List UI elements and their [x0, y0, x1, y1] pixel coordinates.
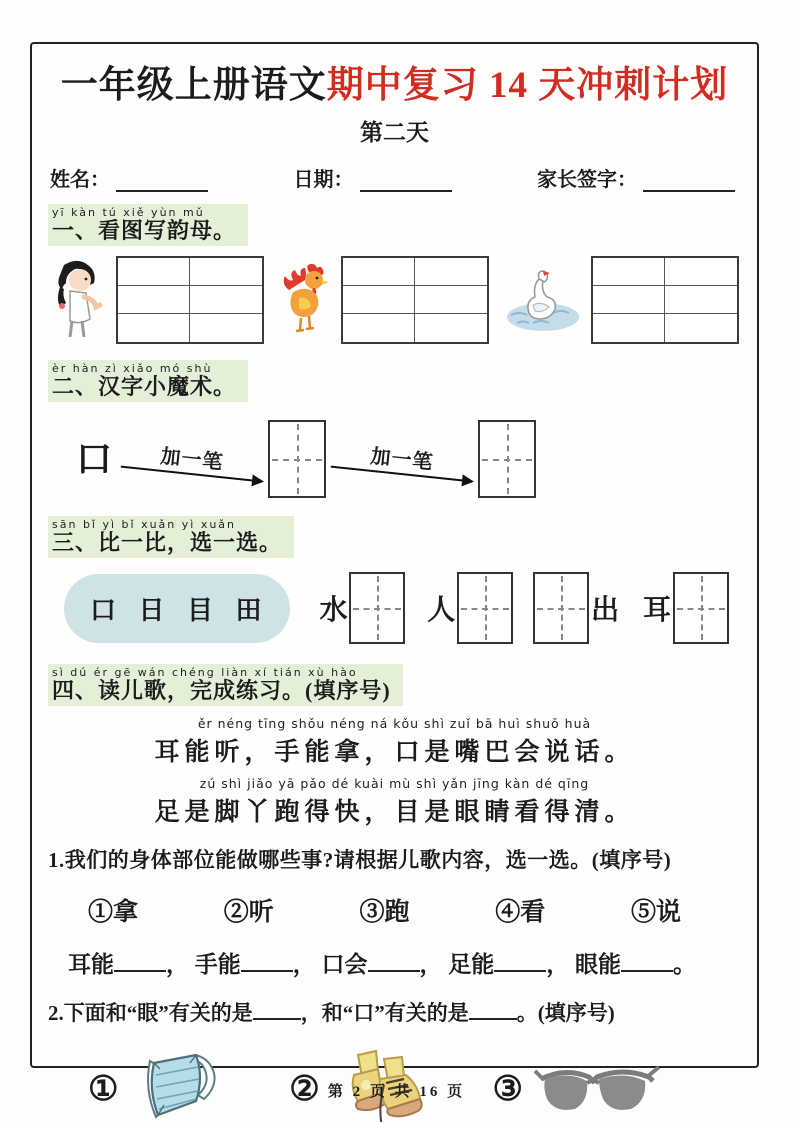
title-black-part: 一年级上册语文 — [60, 65, 327, 106]
poem-line-2-pinyin: zú shì jiǎo yā pǎo dé kuài mù shì yǎn jīng kàn dé qīng — [199, 776, 590, 791]
section-4-heading — [48, 664, 403, 706]
fill-label-eye: 眼能 — [575, 952, 621, 977]
fill-blank-ear[interactable] — [114, 956, 166, 972]
answer-box-chu[interactable] — [533, 572, 589, 644]
answer-box-1[interactable] — [268, 420, 326, 498]
fill-separator: ， — [292, 952, 316, 977]
fill-label-foot: 足能 — [448, 952, 495, 977]
answer-box-er[interactable] — [673, 572, 729, 644]
vowel-item-swan — [503, 256, 739, 344]
poem-line-2-text: 足是脚丫跑得快，目是眼睛看得清。 — [154, 799, 635, 826]
compare-char: 水 — [319, 595, 348, 626]
question-1-options — [88, 892, 681, 928]
fill-blank-eye[interactable] — [621, 956, 673, 972]
page-footer: 第 2 页 共 16 页 — [327, 1084, 466, 1100]
pinyin-grid-3[interactable] — [591, 256, 739, 344]
fill-blank-mouth[interactable] — [368, 956, 420, 972]
section-1-content — [50, 256, 739, 344]
question-2-part1: 2.下面和“眼”有关的是 — [48, 1001, 253, 1025]
fill-blank-hand[interactable] — [241, 956, 293, 972]
poem-line-1 — [48, 716, 741, 768]
pinyin-grid-2[interactable] — [341, 256, 489, 344]
answer-box-2[interactable] — [478, 420, 536, 498]
section-2-content — [76, 420, 741, 498]
section-4-pinyin: sì dú ér gē wán chéng liàn xí tián xù hào — [52, 666, 358, 679]
section-2-title: 二、汉字小魔术。 — [52, 374, 237, 399]
name-field — [50, 163, 208, 192]
answer-box-ren[interactable] — [457, 572, 513, 644]
question-1-text: 1.我们的身体部位能做哪些事?请根据儿歌内容，选一选。(填序号) — [48, 848, 672, 872]
option-2[interactable]: ②听 — [223, 899, 274, 926]
vowel-item-girl — [50, 256, 264, 344]
section-3-title: 三、比一比，选一选。 — [52, 530, 283, 555]
vowel-item-rooster — [279, 256, 489, 344]
fill-label-hand: 手能 — [194, 952, 241, 977]
name-label: 姓名： — [50, 169, 110, 191]
choice-number-1: ① — [88, 1071, 119, 1108]
date-label: 日期： — [293, 169, 354, 191]
info-row — [50, 163, 735, 192]
poem-line-1-text: 耳能听，手能拿，口是嘴巴会说话。 — [154, 739, 635, 766]
girl-icon — [50, 259, 108, 341]
section-3-pinyin: sān bǐ yì bǐ xuǎn yì xuǎn — [52, 518, 237, 531]
fill-label-ear: 耳能 — [68, 952, 114, 977]
question-2-blank-2[interactable] — [469, 1006, 517, 1020]
compare-item-shui — [317, 572, 405, 644]
question-2-part2: ，和“口”有关的是 — [300, 1001, 469, 1025]
fill-label-mouth: 口会 — [321, 952, 368, 977]
compare-items — [308, 572, 739, 644]
compare-item-chu — [533, 572, 621, 644]
swan-icon — [503, 265, 583, 335]
fill-blank-foot[interactable] — [494, 956, 546, 972]
date-blank[interactable] — [360, 170, 452, 192]
date-field — [294, 163, 452, 192]
rooster-icon — [279, 262, 333, 338]
add-stroke-arrow-2 — [331, 436, 474, 482]
compare-char: 耳 — [643, 595, 672, 626]
compare-char: 出 — [591, 595, 620, 626]
signature-blank[interactable] — [643, 170, 735, 192]
page-title — [48, 54, 741, 108]
fill-separator: ， — [166, 952, 189, 977]
fill-separator: ， — [419, 952, 443, 977]
compare-char: 人 — [427, 595, 456, 626]
signature-field — [537, 163, 735, 192]
section-3-heading — [48, 516, 294, 558]
option-3[interactable]: ③跑 — [359, 899, 410, 926]
fill-separator: ， — [546, 952, 570, 977]
section-4-title: 四、读儿歌，完成练习。(填序号) — [52, 678, 391, 703]
question-2-text — [48, 997, 741, 1027]
day-subtitle: 第二天 — [360, 120, 429, 145]
fill-separator: 。 — [673, 952, 696, 977]
compare-item-ren — [425, 572, 513, 644]
signature-label: 家长签字： — [537, 169, 637, 191]
base-character: 口 — [76, 439, 113, 479]
section-2-pinyin: èr hàn zì xiǎo mó shù — [52, 362, 213, 375]
choice-number-3: ③ — [492, 1071, 523, 1108]
section-1-pinyin: yī kàn tú xiě yùn mǔ — [52, 206, 205, 219]
section-1-title: 一、看图写韵母。 — [52, 218, 237, 243]
question-2-blank-1[interactable] — [253, 1006, 301, 1020]
choice-number-2: ② — [289, 1071, 320, 1108]
option-1[interactable]: ①拿 — [88, 899, 139, 926]
section-3-content — [50, 572, 739, 644]
option-4[interactable]: ④看 — [495, 899, 546, 926]
section-1-heading — [48, 204, 248, 246]
title-red-part: 期中复习 14 天冲刺计划 — [326, 65, 729, 106]
answer-box-shui[interactable] — [349, 572, 405, 644]
character-bank-cloud: 口 日 目 田 — [64, 574, 290, 643]
poem-line-2 — [48, 776, 741, 828]
question-1-fill-line — [68, 946, 741, 979]
section-2-heading — [48, 360, 248, 402]
rhyme-poem — [48, 716, 741, 828]
compare-item-er — [641, 572, 729, 644]
add-stroke-arrow-1 — [121, 436, 264, 482]
pinyin-grid-1[interactable] — [116, 256, 264, 344]
option-5[interactable]: ⑤说 — [630, 899, 681, 926]
name-blank[interactable] — [116, 170, 208, 192]
question-2-part3: 。(填序号) — [516, 1001, 615, 1025]
add-stroke-label-1: 加一笔 — [159, 445, 225, 475]
poem-line-1-pinyin: ěr néng tīng shǒu néng ná kǒu shì zuǐ bā huì shuō huà — [197, 716, 592, 731]
add-stroke-label-2: 加一笔 — [369, 445, 435, 475]
